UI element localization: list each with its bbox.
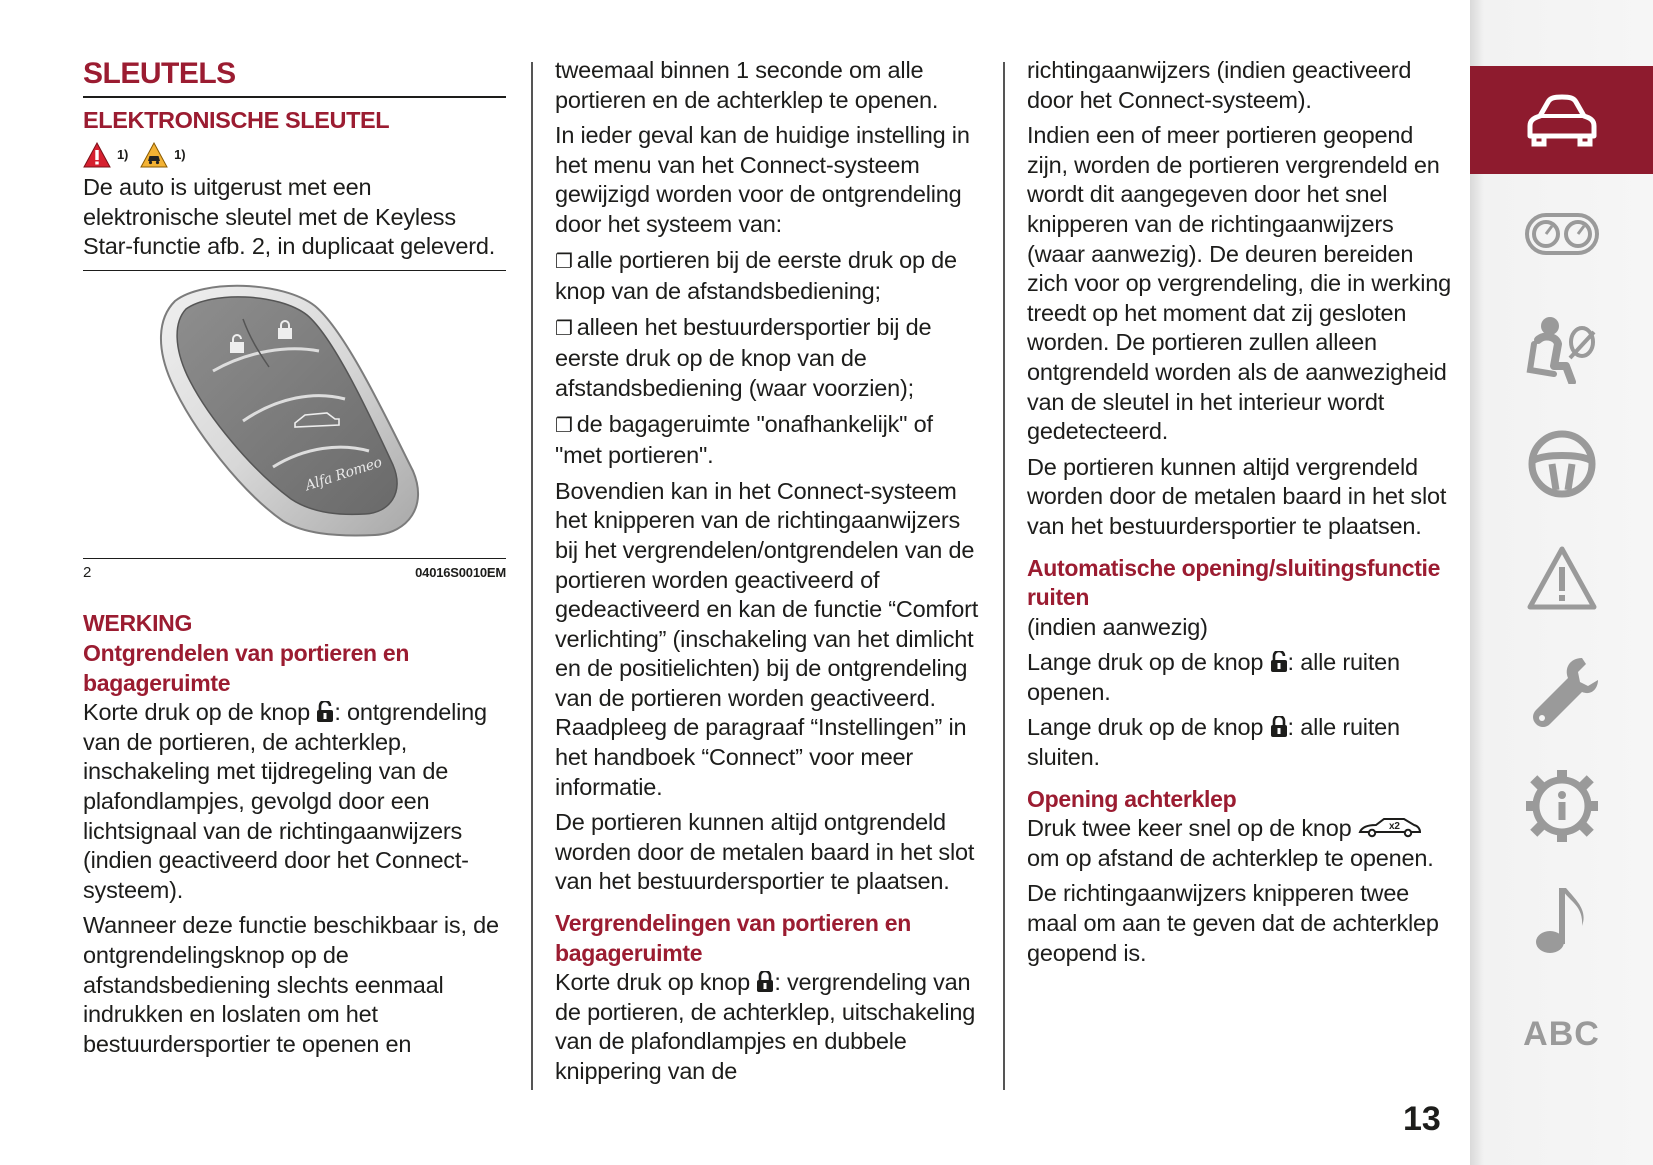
unlock-paragraph-2: Wanneer deze functie beschikbaar is, de ontgrendelingsknop op de afstandsbediening slechts eenmaal indrukken en loslaten om het bestuurdersportier te openen en bbox=[83, 912, 499, 1057]
lock-heading: Vergrendelingen van portieren en bagageruimte bbox=[555, 910, 911, 966]
gear-info-icon bbox=[1524, 768, 1600, 844]
lock-text-before: Korte druk op knop bbox=[555, 969, 757, 996]
figure-number: 2 bbox=[83, 564, 92, 582]
window-close-paragraph bbox=[1027, 713, 1457, 772]
column-2 bbox=[555, 56, 983, 1093]
chapter-sidebar bbox=[1470, 0, 1653, 1165]
unlock-text-after: : ontgrendeling van de portieren, de achterklep, inschakeling met tijdregeling van de plafondlampjes, gevolgd door een lichtsignaal van de richtingaanwijzers (indien geactiveerd door het Connect-systeem). bbox=[83, 699, 487, 903]
unlock-text-before: Korte druk op de knop bbox=[83, 699, 317, 726]
werking-heading: WERKING bbox=[83, 610, 193, 637]
bullet-item-2 bbox=[555, 313, 983, 404]
bullet-item-1 bbox=[555, 246, 983, 307]
sidebar-item-technical[interactable] bbox=[1470, 752, 1653, 860]
warning-ref-2: 1) bbox=[174, 147, 186, 163]
window-open-after: : alle ruiten openen. bbox=[1027, 649, 1400, 705]
checkbox-bullet-icon: ❐ bbox=[555, 317, 573, 340]
checkbox-bullet-icon: ❐ bbox=[555, 250, 573, 273]
intro-paragraph: De auto is uitgerust met een elektronische sleutel met de Keyless Star-functie afb. 2, in duplicaat geleverd. bbox=[83, 174, 496, 260]
column-1 bbox=[83, 56, 508, 1065]
window-close-after: : alle ruiten sluiten. bbox=[1027, 714, 1400, 771]
tailgate-text-before: Druk twee keer snel op de knop bbox=[1027, 815, 1358, 842]
column-divider-2 bbox=[1003, 62, 1005, 1090]
lock-button-icon bbox=[756, 971, 774, 993]
music-note-icon bbox=[1532, 882, 1592, 958]
unlock-heading: Ontgrendelen van portieren en bagageruimte bbox=[83, 639, 410, 696]
sidebar-item-multimedia[interactable] bbox=[1470, 866, 1653, 974]
tailgate-heading: Opening achterklep bbox=[1027, 785, 1237, 812]
figure-bottom-rule bbox=[83, 558, 506, 559]
key-figure bbox=[83, 270, 506, 584]
tailgate-text-after: om op afstand de achterklep te openen. bbox=[1027, 844, 1434, 871]
col3-paragraph-2: Indien een of meer portieren geopend zijn, worden de portieren vergrendeld en wordt dit aangegeven door het snel knipperen van de richtingaanwijzers (waar aanwezig). De deuren bereiden zich voor op vergrendeling, die in werking treedt op het moment dat zij gesloten worden. De portieren zullen alleen ontgrendeld worden als de aanwezigheid van de sleutel in het interieur wordt gedetecteerd. bbox=[1027, 122, 1451, 445]
unlock-paragraph-1 bbox=[83, 698, 508, 905]
warning-ref-1: 1) bbox=[117, 147, 129, 163]
subsection-title: ELEKTRONISCHE SLEUTEL bbox=[83, 107, 390, 133]
sidebar-item-index[interactable] bbox=[1470, 980, 1653, 1088]
window-close-before: Lange druk op de knop bbox=[1027, 714, 1270, 741]
bullet-text-1: alle portieren bij de eerste druk op de knop van de afstandsbediening; bbox=[555, 246, 957, 305]
warning-triangle-icon bbox=[1526, 545, 1598, 611]
window-note: (indien aanwezig) bbox=[1027, 613, 1208, 640]
sidebar-item-emergency[interactable] bbox=[1470, 524, 1653, 632]
car-icon bbox=[1524, 92, 1600, 148]
steering-wheel-icon bbox=[1526, 428, 1598, 500]
tailgate-x2-text: x2 bbox=[1388, 821, 1400, 833]
window-open-paragraph bbox=[1027, 648, 1457, 707]
col2-paragraph-4: De portieren kunnen altijd ontgrendeld worden door de metalen baard in het slot van het bestuurdersportier te plaatsen. bbox=[555, 809, 975, 895]
unlock-button-icon bbox=[316, 701, 334, 723]
col2-paragraph-2: In ieder geval kan de huidige instelling in het menu van het Connect-systeem gewijzigd worden voor de ontgrendeling door het systeem van: bbox=[555, 122, 970, 237]
tailgate-x2-icon bbox=[1358, 815, 1422, 839]
danger-triangle-icon bbox=[83, 142, 111, 168]
tailgate-paragraph-2: De richtingaanwijzers knipperen twee maal om aan te geven dat de achterklep geopend is. bbox=[1027, 880, 1439, 966]
title-rule bbox=[83, 96, 506, 98]
bullet-item-3 bbox=[555, 410, 983, 471]
lock-paragraph bbox=[555, 968, 983, 1086]
figure-caption bbox=[83, 563, 506, 583]
sidebar-item-safety[interactable] bbox=[1470, 295, 1653, 403]
col3-paragraph-1: richtingaanwijzers (indien geactiveerd door het Connect-systeem). bbox=[1027, 57, 1412, 113]
bullet-text-2: alleen het bestuurdersportier bij de eerste druk op de knop van de afstandsbediening (waar voorzien); bbox=[555, 313, 932, 401]
sidebar-item-instruments[interactable] bbox=[1470, 180, 1653, 288]
airbag-passenger-icon bbox=[1524, 314, 1600, 384]
figure-code: 04016S0010EM bbox=[415, 565, 506, 581]
checkbox-bullet-icon: ❐ bbox=[555, 414, 573, 437]
window-open-before: Lange druk op de knop bbox=[1027, 649, 1270, 676]
section-title: SLEUTELS bbox=[83, 57, 236, 90]
page-number: 13 bbox=[1403, 1100, 1441, 1138]
index-abc-label: ABC bbox=[1523, 1014, 1600, 1053]
wrench-icon bbox=[1526, 654, 1598, 730]
sidebar-item-starting[interactable] bbox=[1470, 410, 1653, 518]
key-brand-text: Alfa Romeo bbox=[303, 454, 384, 494]
col3-paragraph-3: De portieren kunnen altijd vergrendeld worden door de metalen baard in het slot van het bestuurdersportier te plaatsen. bbox=[1027, 453, 1447, 539]
warning-references bbox=[83, 137, 508, 173]
electronic-key-image bbox=[83, 271, 506, 541]
unlock-button-icon bbox=[1270, 651, 1288, 673]
col2-paragraph-1: tweemaal binnen 1 seconde om alle portieren en de achterklep te openen. bbox=[555, 57, 939, 113]
column-divider-1 bbox=[531, 62, 533, 1090]
window-heading: Automatische opening/sluitingsfunctie ruiten bbox=[1027, 554, 1441, 611]
lock-button-icon bbox=[1270, 716, 1288, 738]
column-3 bbox=[1027, 56, 1457, 974]
caution-car-triangle-icon bbox=[140, 142, 168, 168]
bullet-text-3: de bagageruimte "onafhankelijk" of "met portieren". bbox=[555, 410, 933, 469]
tailgate-paragraph-1 bbox=[1027, 814, 1457, 873]
sidebar-item-maintenance[interactable] bbox=[1470, 638, 1653, 746]
col2-paragraph-3: Bovendien kan in het Connect-systeem het knipperen van de richtingaanwijzers bij het vergrendelen/ontgrendelen van de portieren worden geactiveerd of gedeactiveerd en kan de functie “Comfort verlichting” (inschakeling van het dimlicht en de positielichten) bij de ontgrendeling van de portieren worden geactiveerd. Raadpleeg de paragraaf “Instellingen” in het handboek “Connect” voor meer informatie. bbox=[555, 477, 979, 800]
instrument-panel-icon bbox=[1524, 209, 1600, 259]
sidebar-item-car[interactable] bbox=[1470, 66, 1653, 174]
lock-text-after: : vergrendeling van de portieren, de achterklep, uitschakeling van de plafondlampjes en dubbele knippering van de bbox=[555, 969, 976, 1084]
